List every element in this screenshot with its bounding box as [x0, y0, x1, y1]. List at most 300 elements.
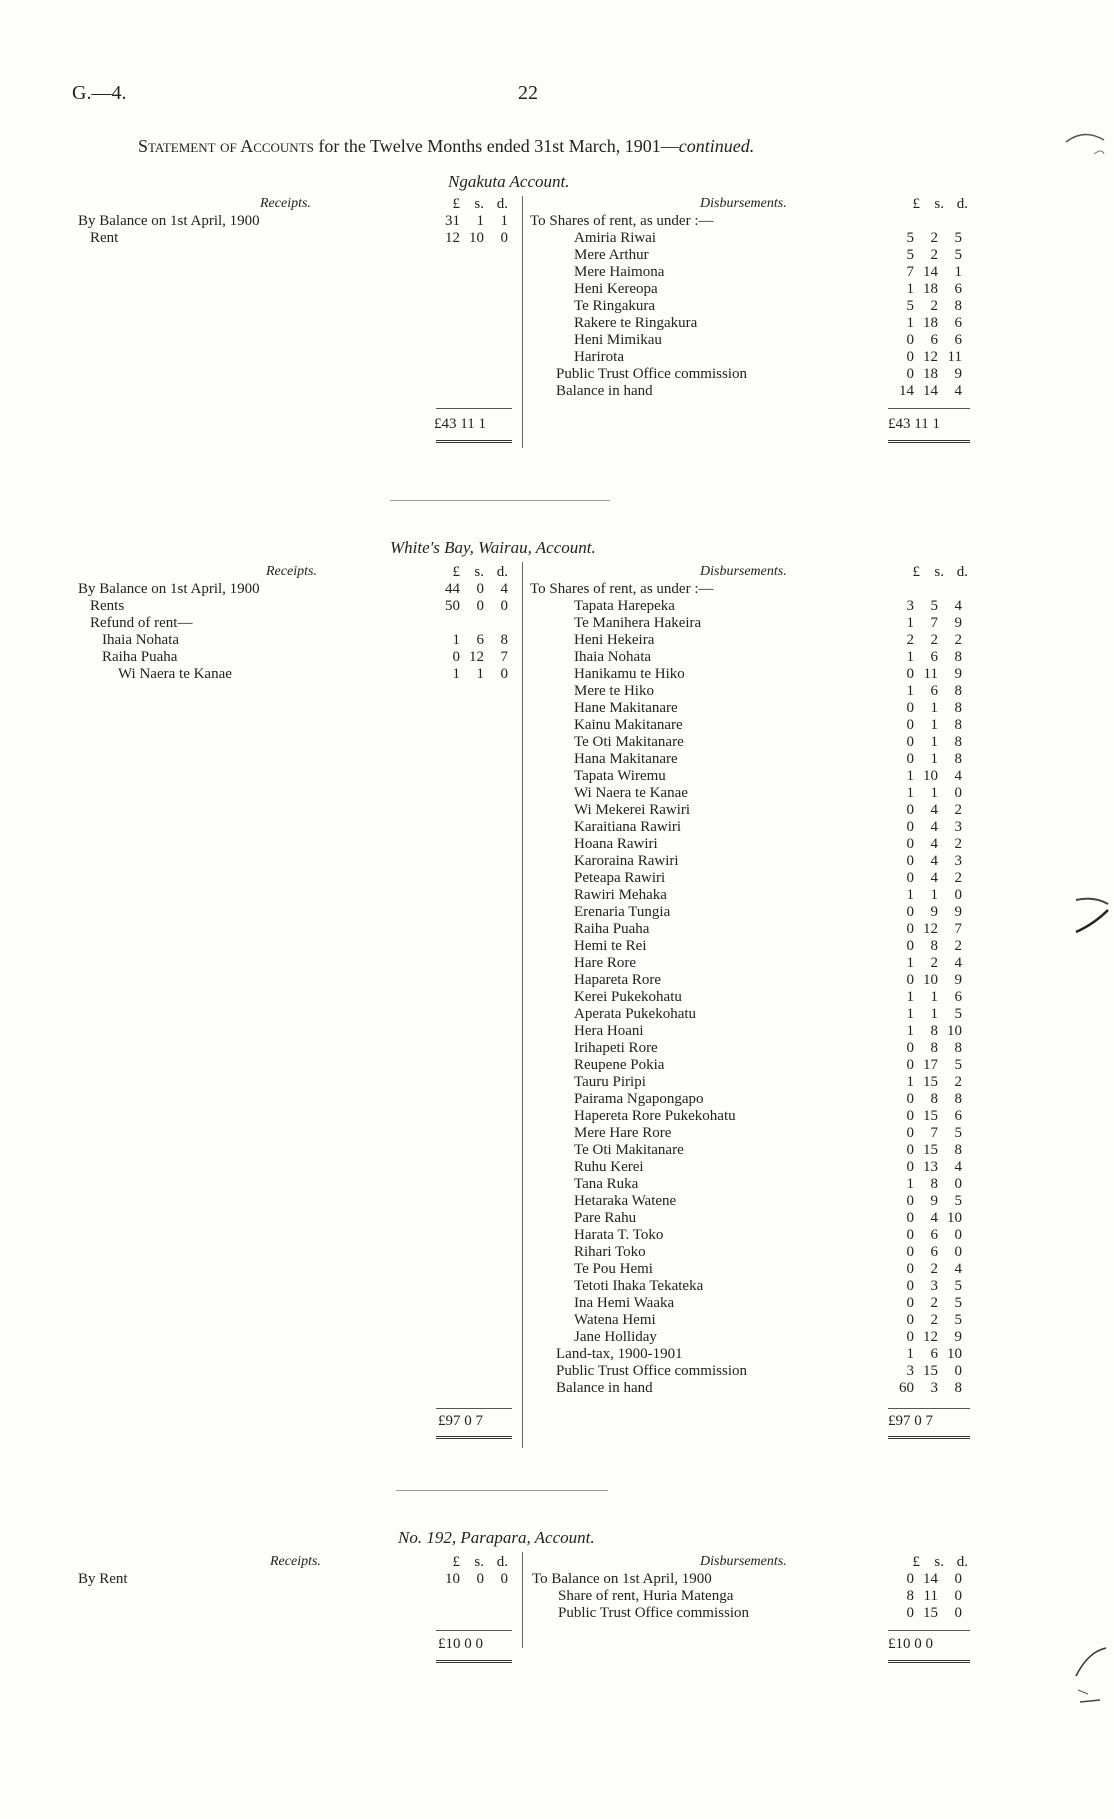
amount-pence: 9 [954, 972, 962, 988]
page-reference: G.—4. [72, 82, 127, 104]
line-item-label: Te Oti Makitanare [574, 734, 684, 750]
amount-shillings: 10 [923, 972, 938, 988]
amount-shillings: 1 [930, 751, 938, 767]
amount [892, 1380, 962, 1397]
line-item-label: Watena Hemi [574, 1312, 656, 1328]
line-item-label: By Balance on 1st April, 1900 [78, 213, 260, 229]
amount-pence: 5 [954, 1006, 962, 1022]
line-item-label: Te Ringakura [574, 298, 656, 314]
amount-pence: 5 [954, 1312, 962, 1328]
amount-pence: 0 [500, 666, 508, 682]
disbursements-label: Disbursements. [700, 564, 787, 579]
amount-shillings: 1 [476, 213, 484, 229]
amount-pence: 3 [954, 819, 962, 835]
total-double-rule [888, 1660, 970, 1663]
amount-pounds: 0 [906, 870, 914, 886]
amount-pence: 8 [954, 649, 962, 665]
amount-shillings: 12 [923, 921, 938, 937]
amount-shillings: 2 [930, 1312, 938, 1328]
line-item-label: Ina Hemi Waaka [574, 1295, 675, 1311]
amount [892, 683, 962, 700]
line-item-label: Wi Naera te Kanae [574, 785, 688, 801]
amount-pounds: 0 [906, 819, 914, 835]
amount-shillings: 3 [930, 1278, 938, 1294]
amount [892, 349, 962, 366]
amount-pence: 0 [954, 1227, 962, 1243]
amount-pence: 0 [954, 887, 962, 903]
page-title-continued: continued. [678, 136, 755, 156]
amount-shillings: 4 [930, 819, 938, 835]
line-item-label: Rawiri Mehaka [574, 887, 667, 903]
amount-pounds: 1 [906, 1023, 914, 1039]
amount-pence: 8 [954, 1142, 962, 1158]
amount-pence: 10 [947, 1023, 962, 1039]
total-double-rule [436, 1660, 512, 1663]
amount-shillings: 18 [923, 315, 938, 331]
line-item-label: Harirota [574, 349, 624, 365]
line-item-label: Hapareta Rore [574, 972, 662, 988]
total-rule [888, 1408, 970, 1409]
amount-pounds: 0 [906, 921, 914, 937]
total-disbursements: £10 0 0 [888, 1636, 933, 1652]
amount-shillings: 0 [476, 1571, 484, 1587]
amount-pence: 5 [954, 1295, 962, 1311]
amount-pence: 4 [954, 1159, 962, 1175]
amount-pence: 10 [947, 1210, 962, 1226]
amount-shillings: 2 [930, 247, 938, 263]
amount-pence: 2 [954, 870, 962, 886]
amount [438, 649, 508, 666]
amount [892, 989, 962, 1006]
amount-shillings: 1 [930, 887, 938, 903]
line-item-label: Pare Rahu [574, 1210, 637, 1226]
amount [892, 904, 962, 921]
receipts-label: Receipts. [260, 196, 311, 211]
line-item-label: Rent [90, 230, 119, 246]
line-item-label: Tapata Wiremu [574, 768, 666, 784]
disbursements-header: To Shares of rent, as under :— [530, 213, 714, 229]
amount-shillings: 15 [923, 1605, 938, 1621]
amount-pence: 8 [954, 734, 962, 750]
amount-pence: 9 [954, 366, 962, 382]
disbursements-currency-header: £ s. d. [912, 196, 968, 212]
amount-pounds: 1 [906, 1074, 914, 1090]
line-item-label: Karaitiana Rawiri [574, 819, 682, 835]
amount-shillings: 9 [930, 904, 938, 920]
amount [892, 887, 962, 904]
amount-pounds: 0 [906, 1057, 914, 1073]
line-item-label: Hapereta Rore Pukekohatu [574, 1108, 736, 1124]
amount [892, 1571, 962, 1588]
amount-pence: 8 [954, 683, 962, 699]
amount-pence: 9 [954, 904, 962, 920]
amount-shillings: 15 [923, 1363, 938, 1379]
line-item-label: Kainu Makitanare [574, 717, 683, 733]
amount-pence: 0 [954, 1571, 962, 1587]
amount [892, 332, 962, 349]
amount-pounds: 8 [906, 1588, 914, 1604]
amount [892, 785, 962, 802]
amount [892, 1108, 962, 1125]
line-item-label: Hoana Rawiri [574, 836, 658, 852]
amount-shillings: 13 [923, 1159, 938, 1175]
amount-shillings: 1 [930, 734, 938, 750]
line-item-label: Mere Arthur [574, 247, 649, 263]
amount [892, 921, 962, 938]
line-item-label: Share of rent, Huria Matenga [558, 1588, 734, 1604]
amount [892, 598, 962, 615]
total-receipts: £43 11 1 [434, 416, 486, 432]
amount-shillings: 7 [930, 615, 938, 631]
line-item-label: Hanikamu te Hiko [574, 666, 685, 682]
disbursements-header: To Shares of rent, as under :— [530, 581, 714, 597]
amount [892, 1091, 962, 1108]
amount [892, 1176, 962, 1193]
amount-pounds: 0 [906, 1125, 914, 1141]
amount-pence: 4 [500, 581, 508, 597]
amount-pence: 5 [954, 1278, 962, 1294]
account-title: White's Bay, Wairau, Account. [390, 538, 596, 557]
page-number: 22 [518, 82, 538, 104]
amount-pence: 5 [954, 230, 962, 246]
amount-shillings: 11 [923, 666, 938, 682]
amount [892, 1006, 962, 1023]
amount-pounds: 0 [906, 802, 914, 818]
amount [438, 632, 508, 649]
amount-shillings: 1 [930, 785, 938, 801]
amount-shillings: 7 [930, 1125, 938, 1141]
disbursements-label: Disbursements. [700, 196, 787, 211]
amount-shillings: 5 [930, 598, 938, 614]
amount-pence: 5 [954, 1057, 962, 1073]
amount [892, 247, 962, 264]
line-item-label: Land-tax, 1900-1901 [556, 1346, 683, 1362]
amount-pounds: 0 [906, 1244, 914, 1260]
amount [892, 955, 962, 972]
total-rule [888, 1630, 970, 1631]
amount-pounds: 1 [906, 989, 914, 1005]
amount [892, 230, 962, 247]
amount-shillings: 12 [923, 349, 938, 365]
amount-pounds: 1 [906, 785, 914, 801]
line-item-label: Heni Mimikau [574, 332, 662, 348]
amount-pence: 0 [500, 230, 508, 246]
amount-pounds: 1 [906, 887, 914, 903]
amount [892, 1023, 962, 1040]
amount-pounds: 0 [906, 332, 914, 348]
amount-pence: 8 [954, 1380, 962, 1396]
amount-shillings: 3 [930, 1380, 938, 1396]
amount-shillings: 6 [930, 1244, 938, 1260]
amount [892, 1346, 962, 1363]
amount-pence: 6 [954, 281, 962, 297]
line-item-label: Hemi te Rei [574, 938, 647, 954]
amount-pence: 1 [954, 264, 962, 280]
total-rule [888, 408, 970, 409]
line-item-label: Mere Hare Rore [574, 1125, 672, 1141]
amount [892, 836, 962, 853]
line-item-label: Heni Hekeira [574, 632, 655, 648]
amount-pounds: 0 [906, 1227, 914, 1243]
amount-pence: 0 [954, 1363, 962, 1379]
amount-pence: 6 [954, 315, 962, 331]
amount-pounds: 1 [906, 1006, 914, 1022]
amount-pounds: 0 [906, 1605, 914, 1621]
amount-pounds: 0 [906, 1295, 914, 1311]
amount [892, 281, 962, 298]
amount-shillings: 9 [930, 1193, 938, 1209]
page-title [138, 136, 754, 157]
amount-pounds: 0 [906, 1329, 914, 1345]
line-item-label: Balance in hand [556, 383, 653, 399]
line-item-label: Heni Kereopa [574, 281, 658, 297]
amount-shillings: 6 [930, 332, 938, 348]
amount [438, 213, 508, 230]
amount-shillings: 2 [930, 230, 938, 246]
line-item-label: Mere te Hiko [574, 683, 654, 699]
amount-pence: 0 [954, 1176, 962, 1192]
amount-pence: 7 [954, 921, 962, 937]
amount-shillings: 11 [923, 1588, 938, 1604]
line-item-label: Tana Ruka [574, 1176, 639, 1192]
amount [892, 264, 962, 281]
margin-scan-mark [1068, 884, 1112, 940]
amount [892, 1125, 962, 1142]
amount-pounds: 1 [906, 315, 914, 331]
amount [892, 1193, 962, 1210]
line-item-label: Wi Naera te Kanae [118, 666, 232, 682]
amount-pounds: 0 [906, 972, 914, 988]
amount [892, 1295, 962, 1312]
line-item-label: Reupene Pokia [574, 1057, 665, 1073]
line-item-label: Peteapa Rawiri [574, 870, 666, 886]
amount [892, 1363, 962, 1380]
amount [892, 1057, 962, 1074]
line-item-label: Te Oti Makitanare [574, 1142, 684, 1158]
amount [438, 666, 508, 683]
line-item-label: Public Trust Office commission [556, 1363, 747, 1379]
amount [892, 853, 962, 870]
line-item-label: Wi Mekerei Rawiri [574, 802, 691, 818]
amount [892, 298, 962, 315]
amount-shillings: 14 [923, 383, 938, 399]
amount-pounds: 1 [906, 649, 914, 665]
amount-pence: 8 [954, 717, 962, 733]
amount-pounds: 0 [906, 700, 914, 716]
page-title-rest: for the Twelve Months ended 31st March, 1901— [318, 136, 679, 156]
amount-pence: 1 [500, 213, 508, 229]
amount-shillings: 6 [476, 632, 484, 648]
amount-pence: 9 [954, 615, 962, 631]
line-item-label: Raiha Puaha [102, 649, 178, 665]
line-item-label: Tauru Piripi [574, 1074, 646, 1090]
margin-scan-mark [1064, 124, 1108, 164]
amount [892, 632, 962, 649]
line-item-label: Raiha Puaha [574, 921, 650, 937]
amount-pounds: 0 [906, 1159, 914, 1175]
amount-pence: 4 [954, 768, 962, 784]
line-item-label: Ihaia Nohata [574, 649, 652, 665]
total-double-rule [888, 440, 970, 443]
amount-pounds: 1 [906, 281, 914, 297]
amount-shillings: 14 [923, 264, 938, 280]
amount-pence: 10 [947, 1346, 962, 1362]
amount-pence: 2 [954, 1074, 962, 1090]
amount [438, 598, 508, 615]
amount-pounds: 0 [906, 751, 914, 767]
amount [892, 870, 962, 887]
amount-pence: 8 [954, 1091, 962, 1107]
total-rule [436, 408, 512, 409]
amount-pounds: 1 [906, 955, 914, 971]
amount-shillings: 8 [930, 1023, 938, 1039]
account-title: Ngakuta Account. [448, 172, 570, 191]
amount-pounds: 0 [906, 904, 914, 920]
amount-shillings: 8 [930, 938, 938, 954]
line-item-label: Public Trust Office commission [558, 1605, 749, 1621]
amount-pounds: 1 [906, 768, 914, 784]
amount-shillings: 2 [930, 955, 938, 971]
amount-pounds: 0 [906, 1312, 914, 1328]
amount-shillings: 8 [930, 1176, 938, 1192]
amount-shillings: 6 [930, 1227, 938, 1243]
disbursements-currency-header: £ s. d. [912, 564, 968, 580]
total-rule [436, 1408, 512, 1409]
amount-pounds: 0 [906, 836, 914, 852]
amount-pounds: 0 [906, 1210, 914, 1226]
amount [892, 1261, 962, 1278]
amount-shillings: 0 [476, 598, 484, 614]
amount-pounds: 1 [452, 666, 460, 682]
amount-shillings: 17 [923, 1057, 938, 1073]
amount-shillings: 1 [930, 1006, 938, 1022]
amount-pounds: 5 [906, 298, 914, 314]
total-disbursements: £97 0 7 [888, 1413, 933, 1429]
amount-shillings: 6 [930, 649, 938, 665]
amount-pounds: 7 [906, 264, 914, 280]
amount-shillings: 4 [930, 853, 938, 869]
total-double-rule [888, 1436, 970, 1439]
amount [892, 1074, 962, 1091]
amount-pence: 11 [947, 349, 962, 365]
amount-pence: 0 [954, 1605, 962, 1621]
amount-pounds: 0 [906, 1571, 914, 1587]
line-item-label: Hane Makitanare [574, 700, 678, 716]
line-item-label: Jane Holliday [574, 1329, 657, 1345]
amount-pence: 4 [954, 955, 962, 971]
amount-pence: 0 [500, 1571, 508, 1587]
amount-pounds: 0 [906, 853, 914, 869]
line-item-label: To Balance on 1st April, 1900 [532, 1571, 712, 1587]
amount-pence: 0 [954, 1244, 962, 1260]
disbursements-currency-header: £ s. d. [912, 1554, 968, 1570]
total-rule [436, 1630, 512, 1631]
amount [892, 802, 962, 819]
amount-shillings: 15 [923, 1074, 938, 1090]
amount-shillings: 2 [930, 1295, 938, 1311]
amount-shillings: 18 [923, 366, 938, 382]
amount-pence: 7 [500, 649, 508, 665]
amount-pence: 4 [954, 598, 962, 614]
amount [438, 581, 508, 598]
amount [438, 230, 508, 247]
amount-pounds: 10 [445, 1571, 460, 1587]
amount-shillings: 12 [923, 1329, 938, 1345]
total-double-rule [436, 440, 512, 443]
amount-shillings: 18 [923, 281, 938, 297]
amount [892, 751, 962, 768]
amount-shillings: 8 [930, 1091, 938, 1107]
column-divider [522, 562, 523, 1448]
amount-pounds: 5 [906, 230, 914, 246]
amount-pounds: 0 [906, 1261, 914, 1277]
amount-shillings: 10 [469, 230, 484, 246]
amount-pence: 0 [954, 785, 962, 801]
amount-shillings: 15 [923, 1108, 938, 1124]
amount [892, 1227, 962, 1244]
amount-shillings: 4 [930, 1210, 938, 1226]
page-title-main: Statement of Accounts [138, 136, 314, 156]
amount-pence: 9 [954, 666, 962, 682]
amount [892, 1278, 962, 1295]
amount-shillings: 0 [476, 581, 484, 597]
amount-pounds: 0 [906, 734, 914, 750]
amount-shillings: 1 [930, 700, 938, 716]
amount-pounds: 3 [906, 598, 914, 614]
total-receipts: £10 0 0 [438, 1636, 483, 1652]
line-item-label: Hetaraka Watene [574, 1193, 677, 1209]
amount-pounds: 60 [899, 1380, 914, 1396]
receipts-currency-header: £ s. d. [452, 196, 508, 212]
section-separator [396, 1490, 608, 1491]
amount [892, 1588, 962, 1605]
amount [892, 1159, 962, 1176]
amount-pounds: 0 [906, 349, 914, 365]
line-item-label: Amiria Riwai [574, 230, 657, 246]
amount [892, 700, 962, 717]
line-item-label: Aperata Pukekohatu [574, 1006, 697, 1022]
line-item-label: By Rent [78, 1571, 128, 1587]
line-item-label: Te Manihera Hakeira [574, 615, 702, 631]
amount-shillings: 4 [930, 870, 938, 886]
line-item-label: Ihaia Nohata [102, 632, 180, 648]
amount-pounds: 1 [906, 683, 914, 699]
amount-shillings: 1 [476, 666, 484, 682]
amount [892, 1244, 962, 1261]
amount-pence: 8 [954, 751, 962, 767]
amount-shillings: 1 [930, 989, 938, 1005]
amount-pounds: 0 [906, 1278, 914, 1294]
amount [892, 1312, 962, 1329]
amount-pounds: 44 [445, 581, 460, 597]
amount-pence: 2 [954, 938, 962, 954]
amount-pence: 8 [954, 700, 962, 716]
amount-shillings: 15 [923, 1142, 938, 1158]
total-disbursements: £43 11 1 [888, 416, 940, 432]
amount-pounds: 1 [906, 1346, 914, 1362]
amount-pence: 8 [954, 298, 962, 314]
column-divider [522, 1552, 523, 1648]
amount-pounds: 0 [906, 1108, 914, 1124]
amount [892, 366, 962, 383]
amount-shillings: 6 [930, 683, 938, 699]
amount [892, 615, 962, 632]
amount-shillings: 12 [469, 649, 484, 665]
amount-pounds: 0 [452, 649, 460, 665]
amount-pounds: 3 [906, 1363, 914, 1379]
line-item-label: Hare Rore [574, 955, 637, 971]
amount-pounds: 0 [906, 1040, 914, 1056]
